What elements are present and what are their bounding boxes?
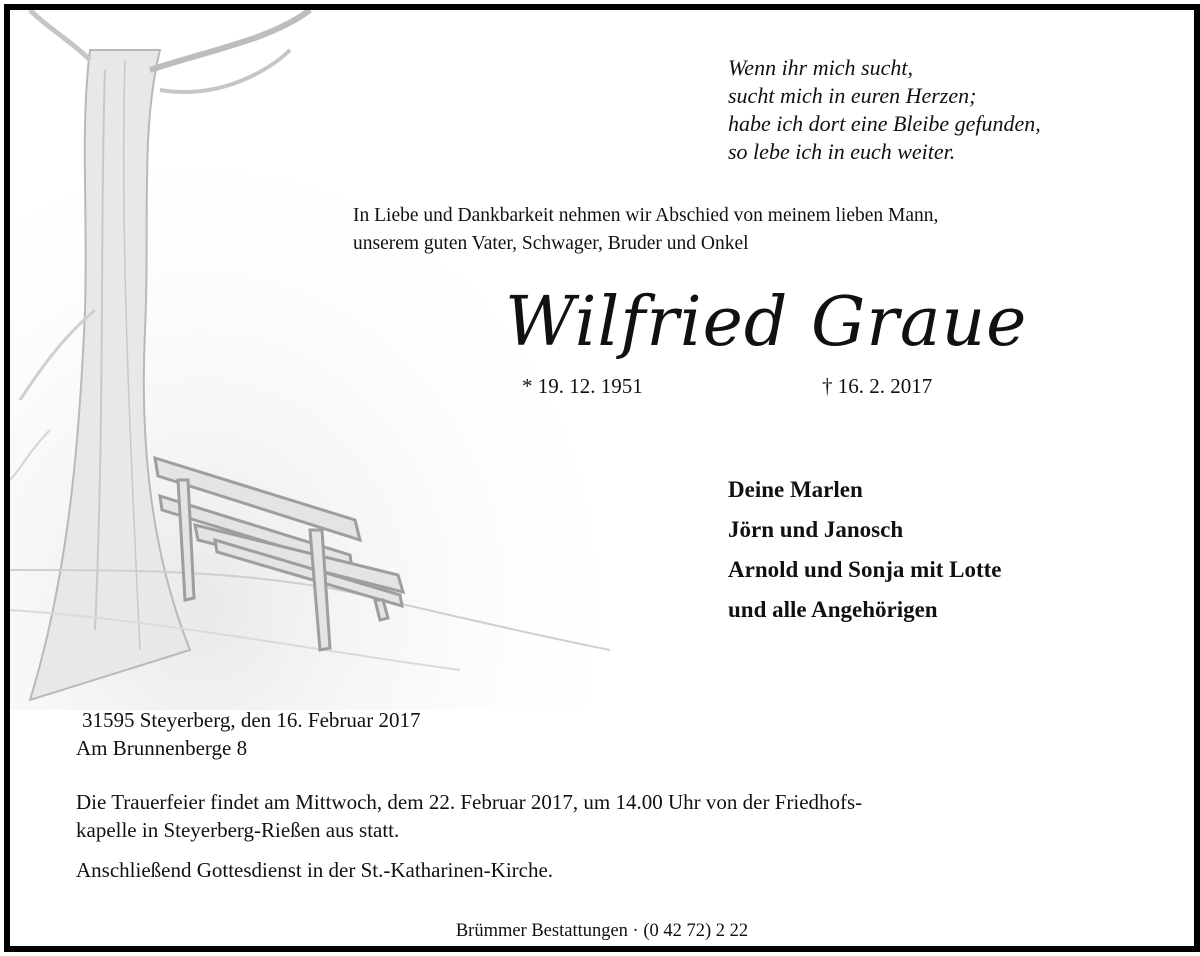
mourner-line: Deine Marlen (728, 477, 863, 502)
mourners-list (728, 470, 1001, 630)
service-line: kapelle in Steyerberg-Rießen aus statt. (76, 818, 400, 842)
address-line: 31595 Steyerberg, den 16. Februar 2017 (82, 708, 421, 732)
service-line: Die Trauerfeier findet am Mittwoch, dem 22. Februar 2017, um 14.00 Uhr von der Friedhofs- (76, 790, 863, 814)
farewell-intro (353, 202, 938, 258)
mourner-line: Arnold und Sonja mit Lotte (728, 557, 1002, 582)
service-line: Anschließend Gottesdienst in der St.-Katharinen-Kirche. (76, 858, 554, 882)
intro-line: In Liebe und Dankbarkeit nehmen wir Abschied von meinem lieben Mann, (353, 205, 939, 226)
place-date-address (76, 706, 420, 762)
funeral-home-footer: Brümmer Bestattungen · (0 42 72) 2 22 (455, 921, 749, 941)
poem-line: Wenn ihr mich sucht, (728, 55, 913, 80)
intro-line: unserem guten Vater, Schwager, Bruder und Onkel (353, 233, 749, 254)
poem (728, 54, 1041, 166)
funeral-service-info (76, 788, 1156, 884)
poem-line: sucht mich in euren Herzen; (728, 83, 977, 108)
deceased-name: Wilfried Graue (505, 283, 1028, 362)
death-date: † 16. 2. 2017 (822, 374, 933, 398)
birth-date: * 19. 12. 1951 (522, 374, 643, 398)
obituary-notice (4, 4, 1200, 952)
mourner-line: Jörn und Janosch (728, 517, 904, 542)
poem-line: so lebe ich in euch weiter. (728, 139, 956, 164)
address-line: Am Brunnenberge 8 (76, 736, 248, 760)
poem-line: habe ich dort eine Bleibe gefunden, (728, 111, 1041, 136)
mourner-line: und alle Angehörigen (728, 597, 938, 622)
